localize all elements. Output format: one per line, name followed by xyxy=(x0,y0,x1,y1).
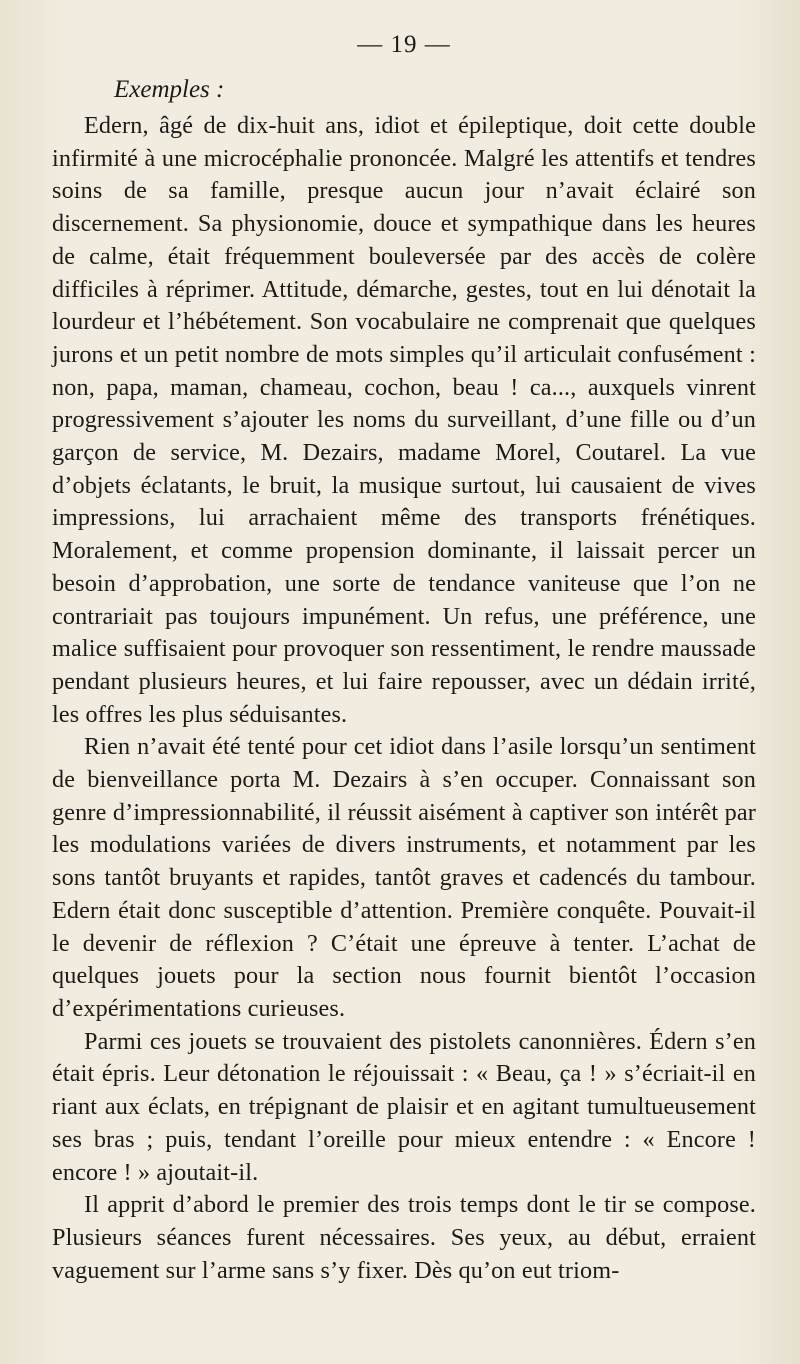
section-heading: Exemples : xyxy=(114,76,225,103)
paragraph-edern-description: Edern, âgé de dix-huit ans, idiot et épileptique, doit cette double infirmité à une microcéphalie prononcée. Malgré les attentifs et tendres soins de sa famille, presque aucun jour n’avait éclairé son discernement. Sa physionomie, douce et sympathique dans les heures de calme, était fréquemment bouleversée par des accès de colère difficiles à réprimer. Attitude, démarche, gestes, tout en lui dénotait la lourdeur et l’hébétement. Son vocabulaire ne comprenait que quelques jurons et un petit nombre de mots simples qu’il articulait confusément : non, papa, maman, chameau, cochon, beau ! ca..., auxquels vinrent progressivement s’ajouter les noms du surveillant, d’une fille ou d’un garçon de service, M. Dezairs, madame Morel, Coutarel. La vue d’objets éclatants, le bruit, la musique surtout, lui causaient de vives impressions, lui arrachaient même des transports frénétiques. Moralement, et comme propension dominante, il laissait percer un besoin d’approbation, une sorte de tendance vaniteuse que l’on ne contrariait pas toujours impunément. Un refus, une préférence, une malice suffisaient pour provoquer son ressentiment, le rendre maussade pendant plusieurs heures, et lui faire repousser, avec un dédain irrité, les offres les plus séduisantes. xyxy=(52,112,756,728)
page-number: — 19 — xyxy=(357,31,451,58)
paragraph-dezairs-attention: Rien n’avait été tenté pour cet idiot dans l’asile lorsqu’un sentiment de bienveillance porta M. Dezairs à s’en occuper. Connaissant son genre d’impressionnabilité, il réussit aisément à captiver son intérêt par les modulations variées de divers instruments, et notamment par les sons tantôt bruyants et rapides, tantôt graves et cadencés du tambour. Edern était donc susceptible d’attention. Première conquête. Pouvait-il le devenir de réflexion ? C’était une épreuve à tenter. L’achat de quelques jouets pour la section nous fournit bientôt l’occasion d’expérimentations curieuses. xyxy=(52,733,756,1022)
paragraph-first-step: Il apprit d’abord le premier des trois temps dont le tir se compose. Plusieurs séances furent nécessaires. Ses yeux, au début, erraient vaguement sur l’arme sans s’y fixer. Dès qu’on eut triom- xyxy=(52,1191,756,1284)
paragraph-pistols-toys: Parmi ces jouets se trouvaient des pistolets canonnières. Édern s’en était épris. Leur détonation le réjouissait : « Beau, ça ! » s’écriait-il en riant aux éclats, en trépignant de plaisir et en agitant tumultueusement ses bras ; puis, tendant l’oreille pour mieux entendre : « Encore ! encore ! » ajoutait-il. xyxy=(52,1027,756,1186)
